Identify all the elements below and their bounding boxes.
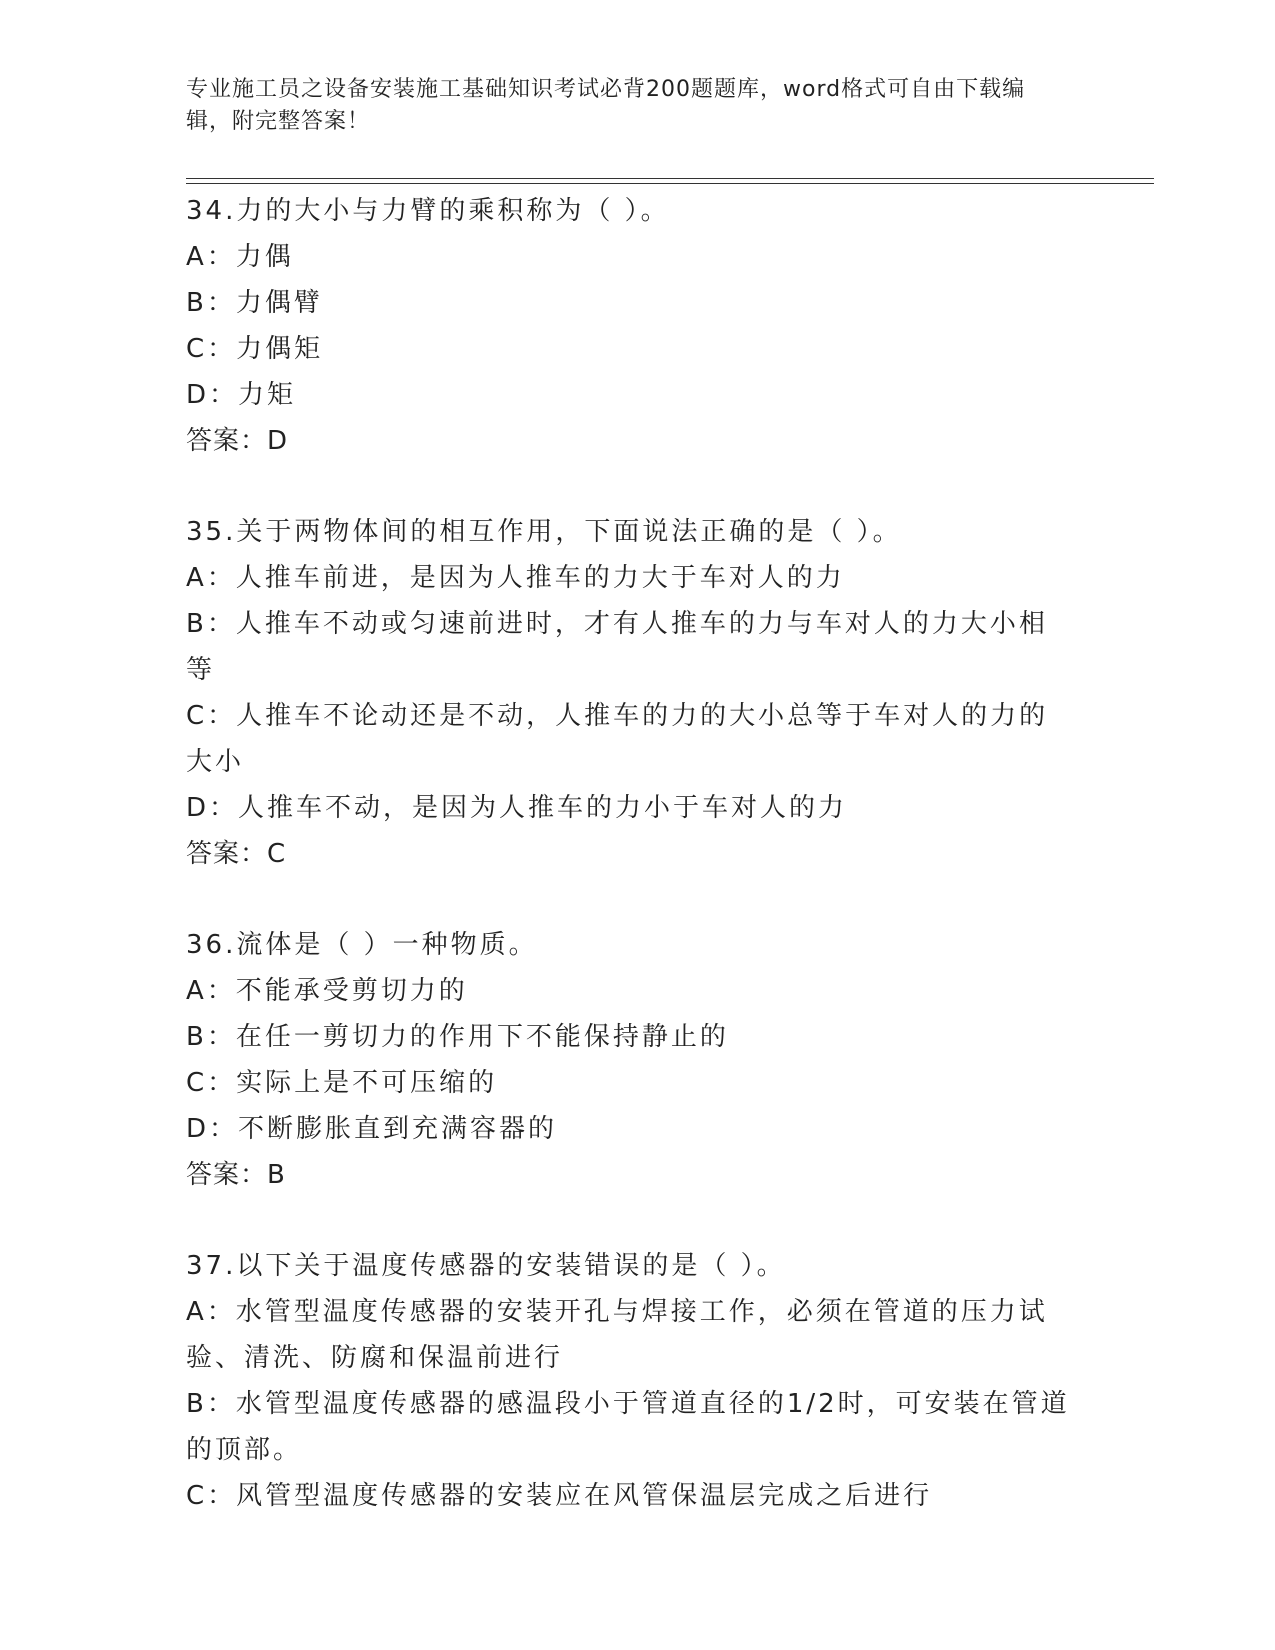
question-stem: 35.关于两物体间的相互作用，下面说法正确的是（ ）。 [186, 517, 902, 547]
question-35 [186, 509, 1076, 877]
question-stem: 34.力的大小与力臂的乘积称为（ ）。 [186, 196, 670, 226]
option-d: D：力矩 [186, 380, 297, 410]
answer: 答案：D [186, 426, 289, 456]
question-34 [186, 188, 1076, 464]
answer: 答案：C [186, 839, 287, 869]
question-stem: 37.以下关于温度传感器的安装错误的是（ ）。 [186, 1251, 786, 1281]
page-header: 专业施工员之设备安装施工基础知识考试必背200题题库，word格式可自由下载编辑，附完整答案！ [186, 77, 1026, 134]
option-c: C：人推车不论动还是不动，人推车的力的大小总等于车对人的力的大小 [186, 701, 1049, 777]
option-a: A：水管型温度传感器的安装开孔与焊接工作，必须在管道的压力试验、清洗、防腐和保温前进行 [186, 1297, 1048, 1373]
option-b: B：在任一剪切力的作用下不能保持静止的 [186, 1022, 729, 1052]
option-b: B：人推车不动或匀速前进时，才有人推车的力与车对人的力大小相等 [186, 609, 1048, 685]
option-c: C：力偶矩 [186, 334, 324, 364]
question-37 [186, 1243, 1076, 1519]
option-d: D：不断膨胀直到充满容器的 [186, 1114, 558, 1144]
question-36 [186, 922, 1076, 1198]
option-c: C：风管型温度传感器的安装应在风管保温层完成之后进行 [186, 1481, 933, 1511]
question-stem: 36.流体是（ ）一种物质。 [186, 930, 538, 960]
option-c: C：实际上是不可压缩的 [186, 1068, 498, 1098]
option-a: A：不能承受剪切力的 [186, 976, 468, 1006]
option-a: A：力偶 [186, 242, 294, 272]
header-divider-bottom [186, 183, 1154, 184]
option-d: D：人推车不动，是因为人推车的力小于车对人的力 [186, 793, 848, 823]
answer: 答案：B [186, 1160, 286, 1190]
header-divider-top [186, 178, 1154, 179]
option-b: B：力偶臂 [186, 288, 323, 318]
question-list [186, 188, 1076, 1519]
option-b: B：水管型温度传感器的感温段小于管道直径的1/2时，可安装在管道的顶部。 [186, 1389, 1070, 1465]
option-a: A：人推车前进，是因为人推车的力大于车对人的力 [186, 563, 845, 593]
